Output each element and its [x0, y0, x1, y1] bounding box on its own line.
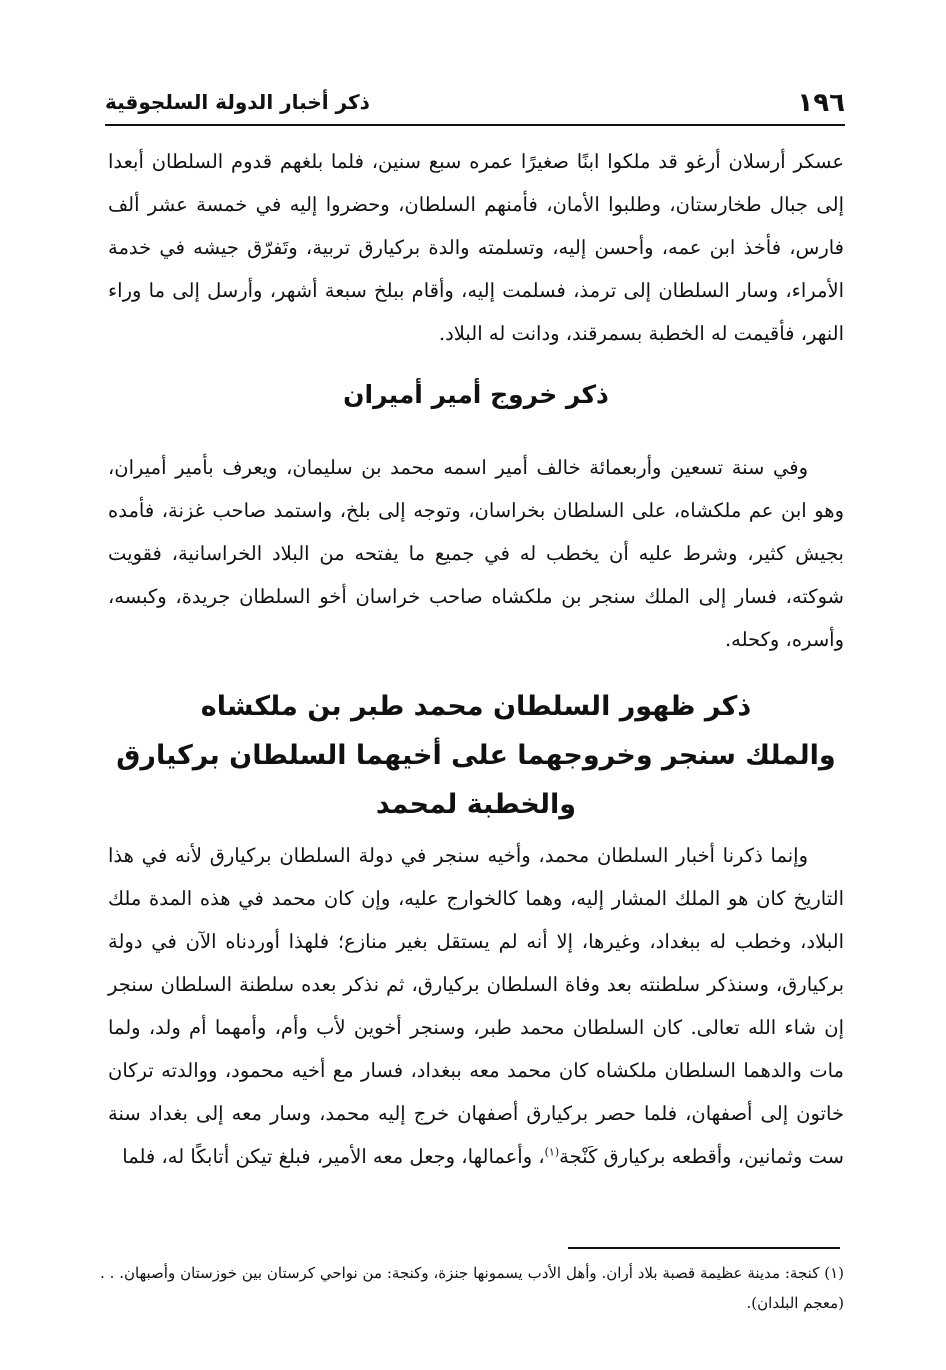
footnote-reference[interactable]: (١) [544, 1145, 560, 1159]
heading-line-1: ذكر ظهور السلطان محمد طبر بن ملكشاه [200, 691, 752, 722]
section-heading-amir-amiran: ذكر خروج أمير أميران [343, 380, 609, 409]
paragraph-3-text: وإنما ذكرنا أخبار السلطان محمد، وأخيه سنجر في دولة السلطان بركيارق لأنه في هذا التاريخ كان هو الملك المشار إليه، وهما كالخوارج عليه، وإن كان محمد في هذه المدة ملك البلاد، وخطب له ببغداد، وغيرها، إلا أنه لم يستقل بغير منازع؛ فلهذا أوردناه الآن في دولة بركيارق، وسنذكر سلطنته بعد وفاة السلطان بركيارق، ثم نذكر بعده سلطنة السلطان سنجر إن شاء الله تعالى. كان السلطان محمد طبر، وسنجر أخوين لأب وأم، وأمهما أم ولد، ولما مات والدهما السلطان ملكشاه كان محمد معه ببغداد، فسار مع أخيه محمود، ووالدته تركان خاتون إلى أصفهان، فلما حصر بركيارق أصفهان خرج إليه محمد، وسار معه إلى بغداد سنة ست وثمانين، وأقطعه بركيارق كَنْجة [108, 844, 844, 1168]
page-number: ١٩٦ [797, 88, 845, 118]
header-rule [105, 124, 845, 126]
footnote-rule [568, 1247, 840, 1249]
paragraph-3-text-end: ، وأعمالها، وجعل معه الأمير، فبلغ تيكن أتابكًا له، فلما [122, 1145, 545, 1168]
paragraph-2: وفي سنة تسعين وأربعمائة خالف أمير اسمه محمد بن سليمان، ويعرف بأمير أميران، وهو ابن عم ملكشاه، على السلطان بخراسان، وتوجه إلى بلخ، واستمد صاحب غزنة، فأمده بجيش كثير، وشرط عليه أن يخطب له في جميع ما يفتحه من البلاد الخراسانية، فقويت شوكته، فسار إلى الملك سنجر بن ملكشاه صاحب خراسان أخو السلطان جريدة، وكبسه، وأسره، وكحله. [108, 456, 844, 651]
paragraph-1: عسكر أرسلان أرغو قد ملكوا ابنًا صغيرًا عمره سبع سنين، فلما بلغهم قدوم السلطان أبعدا إلى جبال طخارستان، وطلبوا الأمان، فأمنهم السلطان، وحضروا إليه في خمسة عشر ألف فارس، فأخذ ابن عمه، وأحسن إليه، وتسلمته والدة بركيارق تربية، وتَفرّق جيشه في خدمة الأمراء، وسار السلطان إلى ترمذ، فسلمت إليه، وأقام ببلخ سبعة أشهر، وأرسل إلى ما وراء النهر، فأقيمت له الخطبة بسمرقند، ودانت له البلاد. [108, 150, 844, 345]
heading-line-3: والخطبة لمحمد [375, 789, 577, 820]
running-header [105, 84, 845, 124]
section-heading-sultan-muhammad [108, 682, 844, 829]
footnote [100, 1258, 844, 1318]
paragraph-3 [108, 834, 844, 1178]
heading-line-2: والملك سنجر وخروجهما على أخيهما السلطان بركيارق [116, 740, 836, 771]
running-title: ذكر أخبار الدولة السلجوقية [105, 90, 370, 114]
footnote-text: كنجة: مدينة عظيمة قصبة بلاد أران. وأهل الأدب يسمونها جنزة، وكنجة: من نواحي كرستان بين خوزستان وأصبهان. . . (معجم البلدان). [100, 1264, 844, 1312]
footnote-number: (١) [824, 1264, 844, 1282]
